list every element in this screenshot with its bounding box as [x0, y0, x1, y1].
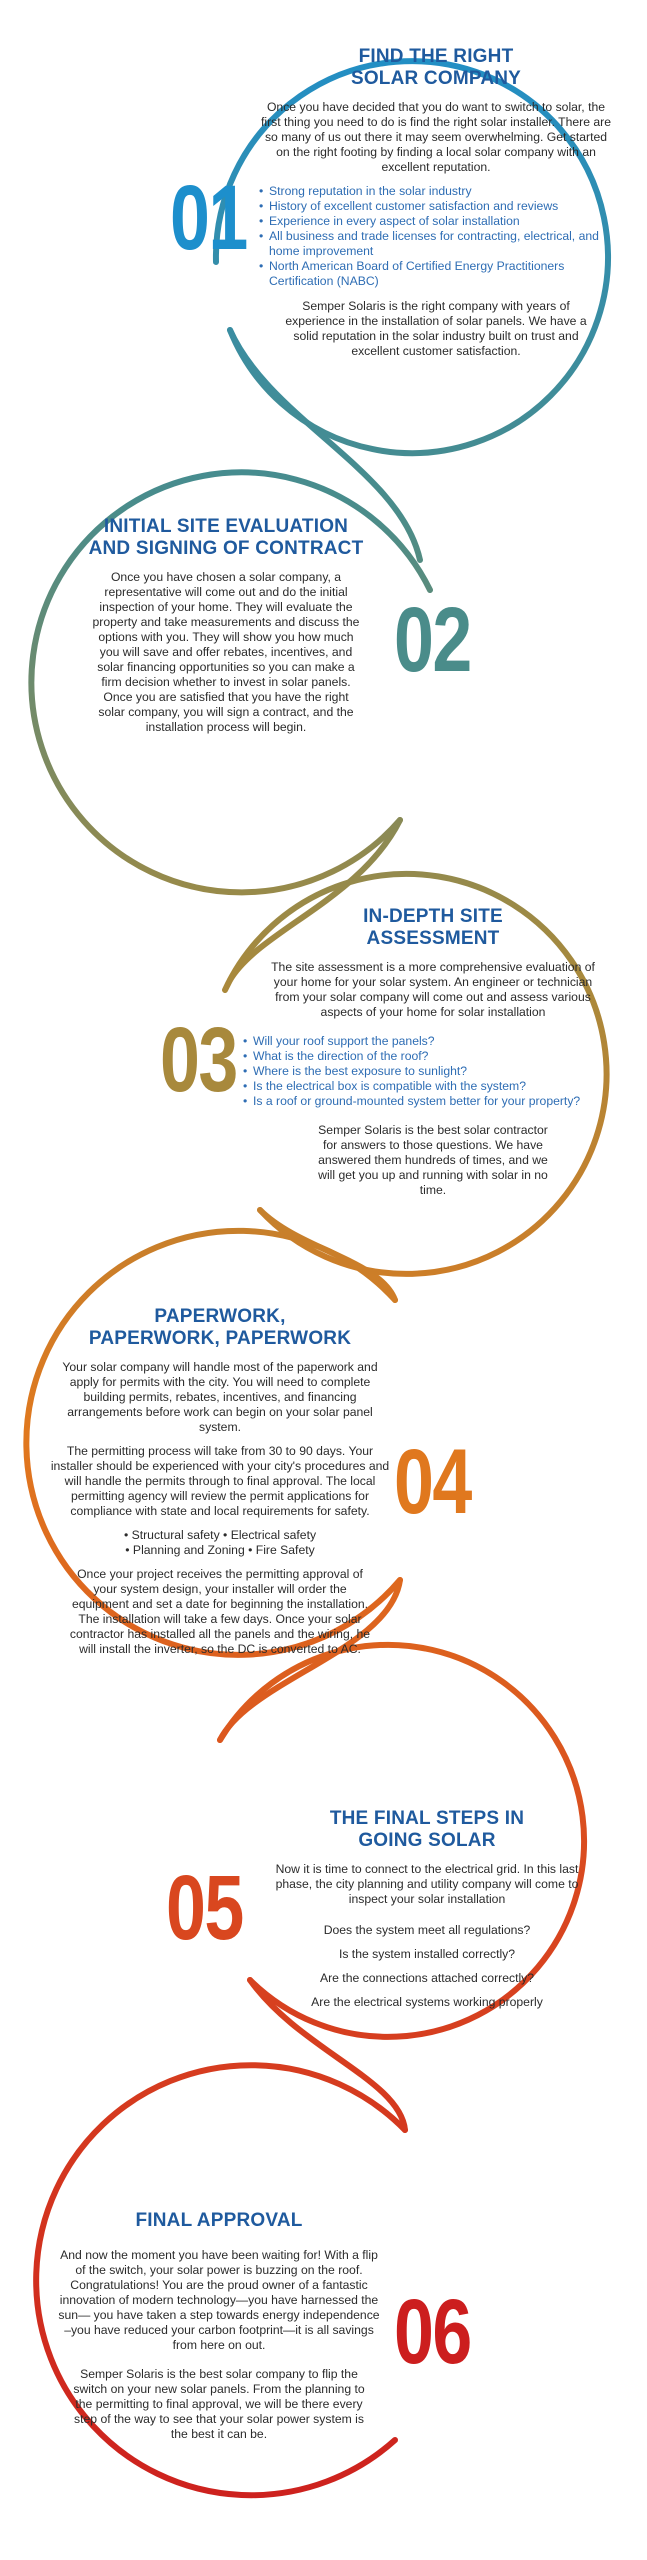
step-01-title-line-1: FIND THE RIGHT [358, 46, 514, 67]
step-number-04: 04 [394, 1431, 471, 1533]
step-06-outro: Semper Solaris is the best solar company to flip the switch on your new solar panels. From the planning to the permitting to final approval, we will be there every step of the way to see that your solar power system is the best it can be. [73, 2367, 365, 2441]
step-05-title [262, 1808, 592, 1852]
step-01-bullets [258, 184, 614, 289]
step-number-06: 06 [394, 2281, 471, 2383]
step-03-intro: The site assessment is a more comprehensive evaluation of your home for your solar system. An engineer or technician from your solar company will come out and assess various aspects of your home for solar installation [271, 960, 595, 1019]
step-01-intro: Once you have decided that you do want to switch to solar, the first thing you need to do is find the right solar installer. There are so many of us out there it may seem overwhelming. Get started on the right footing by finding a local solar company with an excellent reputation. [260, 100, 612, 174]
step-number-05: 05 [166, 1857, 243, 1959]
step-number-03: 03 [160, 1009, 237, 1111]
step-04-title-line-1: PAPERWORK, [154, 1306, 286, 1327]
step-03-outro: Semper Solaris is the best solar contractor for answers to those questions. We have answered them hundreds of times, and we will get you up and running with solar in no time. [318, 1123, 548, 1197]
bullet-item: • What is the direction of the roof? [242, 1049, 624, 1064]
step-04-intro: Your solar company will handle most of the paperwork and apply for permits with the city. You will need to complete building permits, rebates, incentives, and financing arrangements before work can begin on your solar panel system. [62, 1360, 378, 1434]
bullet-item: • Will your roof support the panels? [242, 1034, 624, 1049]
step-02-intro: Once you have chosen a solar company, a representative will come out and do the initial inspection of your home. They will evaluate the property and take measurements and discuss the options with you. They will show you how much you will save and offer rebates, incentives, and solar financing opportunities so you can make a firm decision whether to invest in solar panels. Once you are satisfied that you have the right solar company, you will sign a contract, and the installation process will begin. [92, 570, 360, 734]
step-04-bullet-line-2: • Planning and Zoning • Fire Safety [125, 1543, 315, 1557]
bullet-item: • Strong reputation in the solar industry [258, 184, 614, 199]
step-02-title [76, 516, 376, 560]
step-05-title-line-1: THE FINAL STEPS IN [329, 1808, 525, 1829]
step-02 [76, 516, 376, 744]
step-03 [242, 906, 624, 1207]
step-04-title-line-2: PAPERWORK, PAPERWORK [88, 1328, 352, 1349]
step-05-question: Does the system meet all regulations? [323, 1923, 531, 1937]
step-02-title-line-1: INITIAL SITE EVALUATION [103, 516, 349, 537]
step-03-title-line-1: IN-DEPTH SITE [363, 906, 503, 927]
bullet-item: • History of excellent customer satisfaction and reviews [258, 199, 614, 214]
step-01 [258, 46, 614, 368]
step-03-bullets [242, 1034, 624, 1109]
step-05-question: Are the electrical systems working properly [311, 1995, 543, 2009]
step-06-intro: And now the moment you have been waiting for! With a flip of the switch, your solar power is buzzing on the roof. Congratulations! You are the proud owner of a fantastic innovation of modern technology—you have harnessed the sun— you have taken a step towards energy independence –you have reduced your carbon footprint—it is all savings from here on out. [58, 2248, 380, 2352]
bullet-item: • Experience in every aspect of solar installation [258, 214, 614, 229]
step-04 [50, 1306, 390, 1666]
step-number-01: 01 [170, 167, 247, 269]
step-03-title-line-2: ASSESSMENT [366, 928, 500, 949]
bullet-item: • Where is the best exposure to sunlight? [242, 1064, 624, 1079]
step-05-intro: Now it is time to connect to the electrical grid. In this last phase, the city planning and utility company will come to inspect your solar installation [275, 1862, 579, 1906]
step-04-outro: Once your project receives the permitting approval of your system design, your installer will order the equipment and set a date for beginning the installation. The installation will take a few days. Once your solar contractor has installed all the panels and the wiring, he will install the inverter, so the DC is converted to AC. [69, 1567, 371, 1656]
step-05 [262, 1808, 592, 2019]
step-number-02: 02 [394, 589, 471, 691]
step-06 [58, 2210, 380, 2451]
step-04-title [50, 1306, 390, 1350]
step-02-title-line-2: AND SIGNING OF CONTRACT [88, 538, 364, 559]
step-03-title [242, 906, 624, 950]
step-01-outro: Semper Solaris is the right company with years of experience in the installation of solar panels. We have a solid reputation in the solar industry built on trust and excellent customer satisfaction. [285, 299, 587, 358]
step-04-bullet-line-1: • Structural safety • Electrical safety [123, 1528, 317, 1542]
step-05-title-line-2: GOING SOLAR [358, 1830, 496, 1851]
step-06-title [58, 2210, 380, 2232]
step-05-question: Are the connections attached correctly? [319, 1971, 535, 1985]
step-01-title-line-2: SOLAR COMPANY [350, 68, 522, 89]
step-06-title-line-1: FINAL APPROVAL [135, 2210, 303, 2231]
bullet-item: • North American Board of Certified Energy Practitioners Certification (NABC) [258, 259, 614, 289]
step-04-para2: The permitting process will take from 30 to 90 days. Your installer should be experienced with your city's procedures and will handle the permits through to final approval. The local permitting agency will review the permit applications for compliance with state and local requirements for safety. [50, 1444, 390, 1518]
bullet-item: • Is the electrical box is compatible with the system? [242, 1079, 624, 1094]
step-05-question: Is the system installed correctly? [338, 1947, 516, 1961]
step-01-title [258, 46, 614, 90]
bullet-item: • Is a roof or ground-mounted system better for your property? [242, 1094, 624, 1109]
bullet-item: • All business and trade licenses for contracting, electrical, and home improvement [258, 229, 614, 259]
